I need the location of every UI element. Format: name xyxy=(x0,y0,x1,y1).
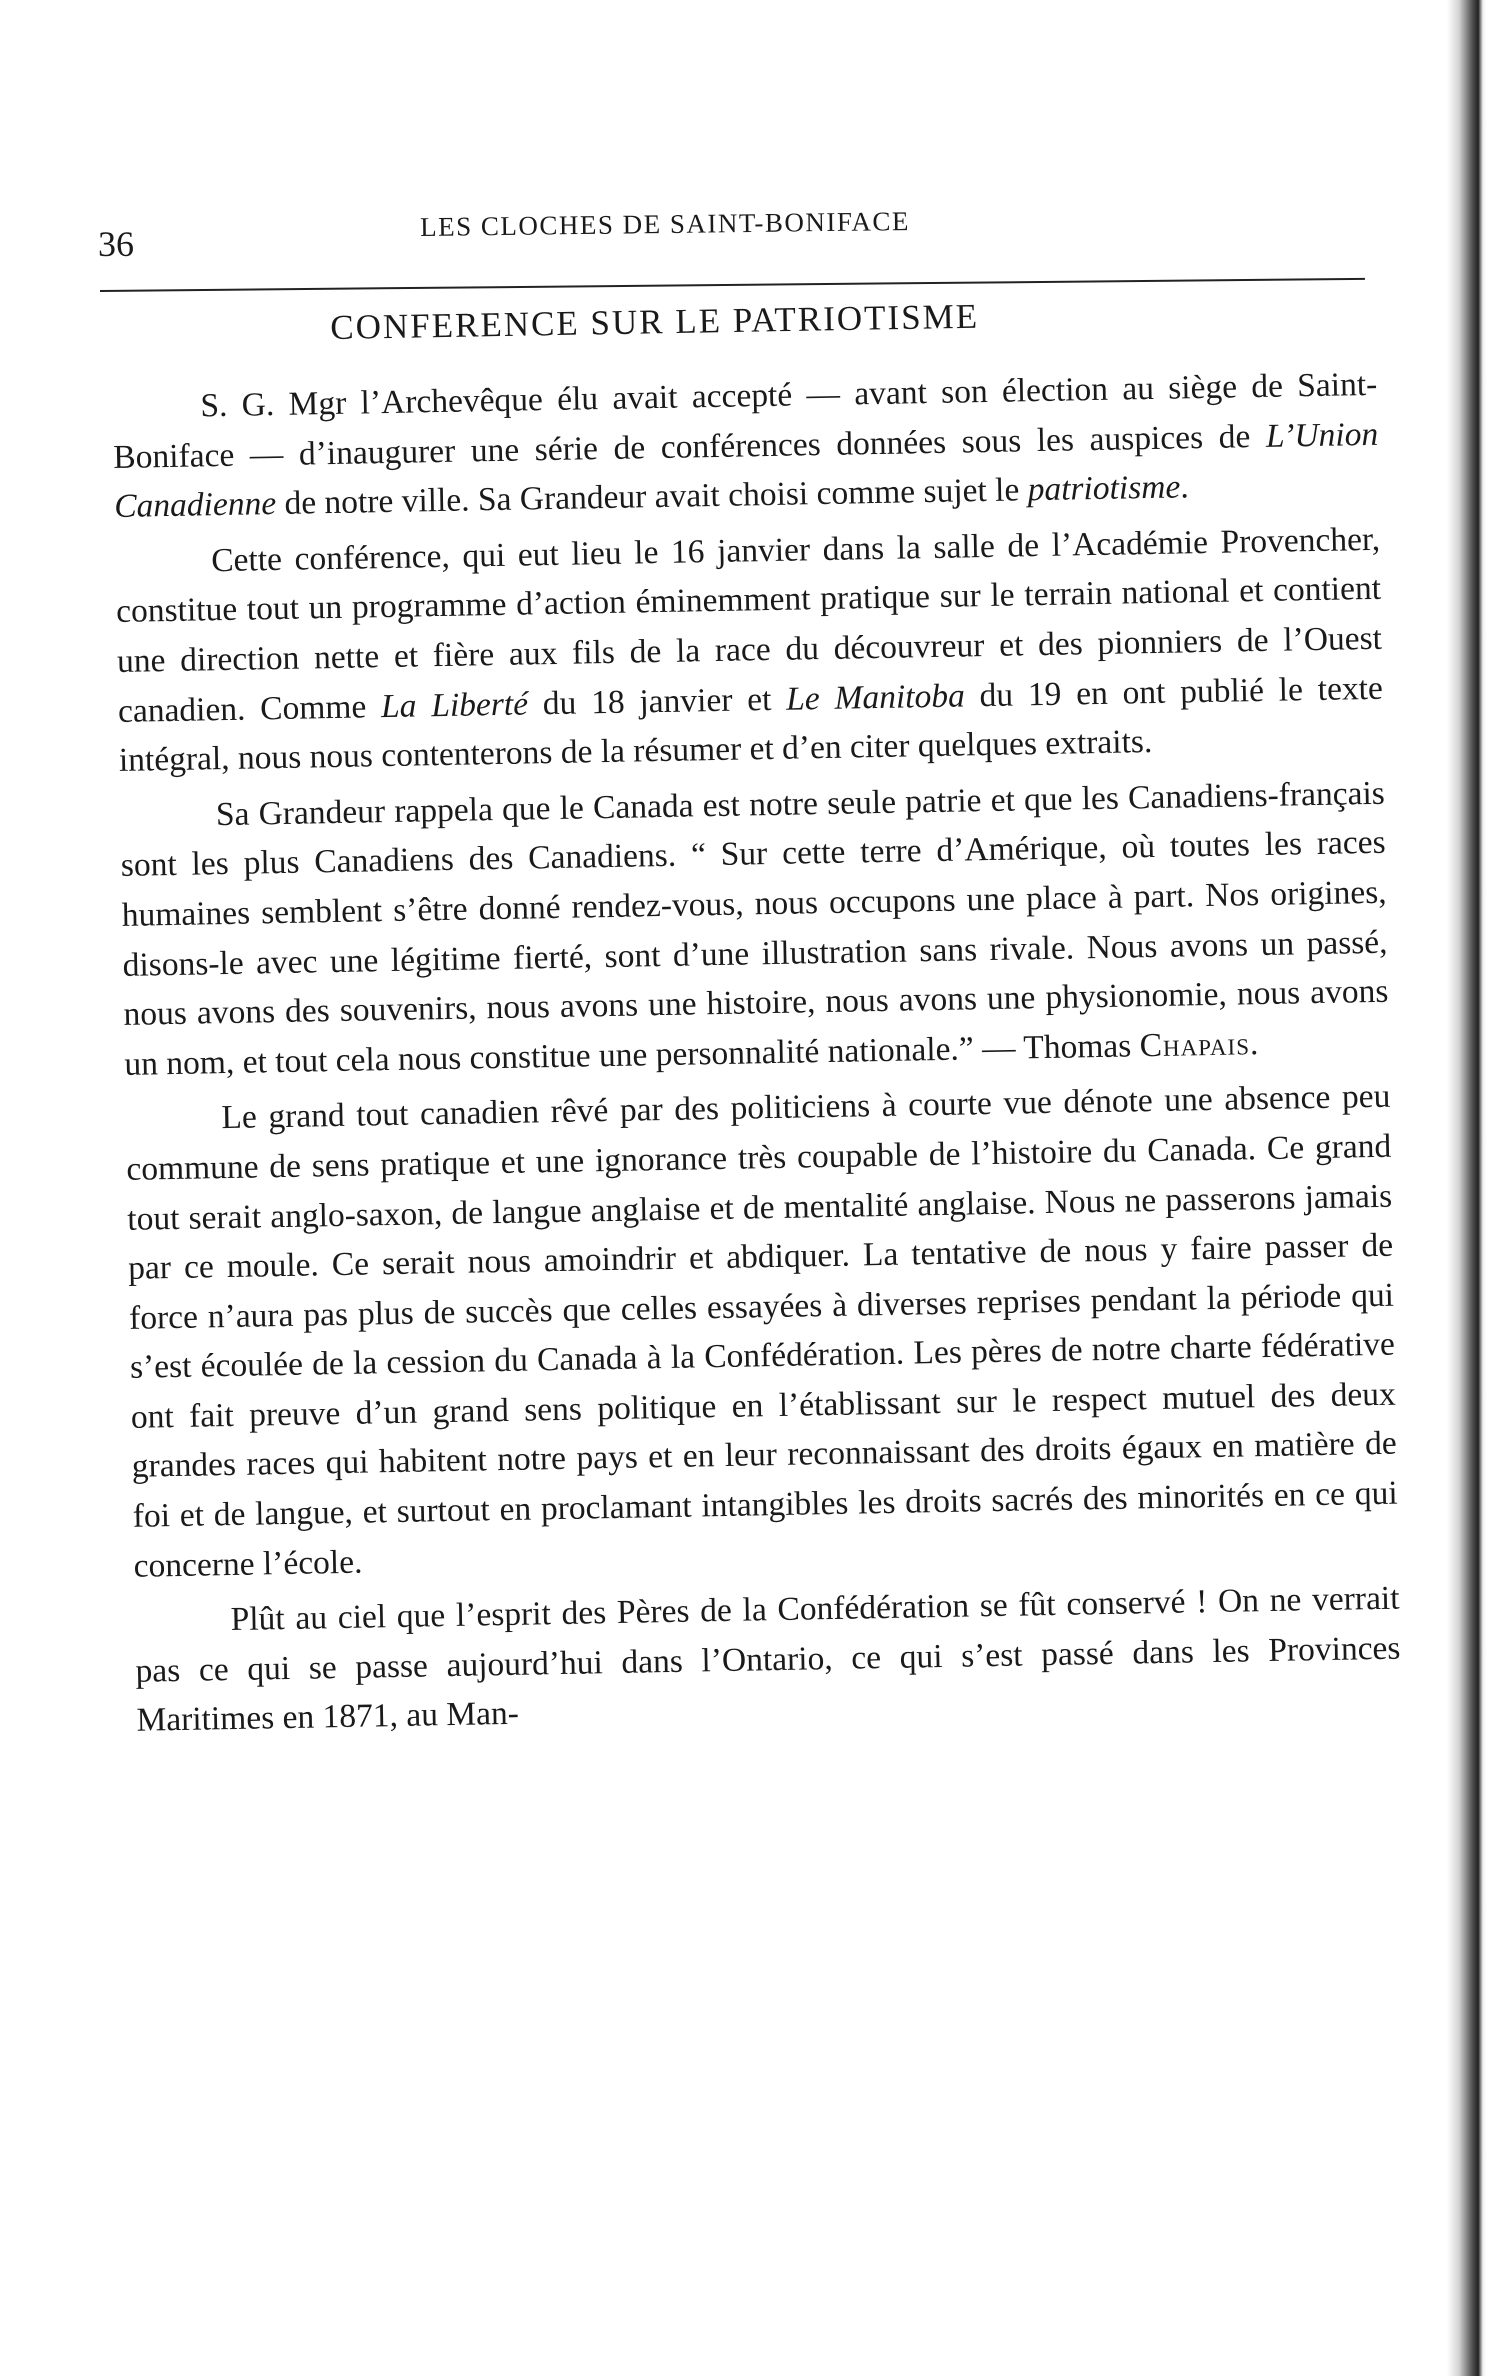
paragraph-3-text-a: Sa Grandeur rappela que le Canada est notre seule patrie et que les Canadiens-français sont les plus Canadiens des Canadiens. “ Sur cette terre d’Amérique, où toutes les races humaines semblent s’être donné rendez-vous, nous occupons une place à part. Nos origines, disons-le avec une légitime fierté, sont d’une illustration sans rivale. Nous avons un passé, nous avons des souvenirs, nous avons une histoire, nous avons une physionomie, nous avons un nom, et tout cela nous constitue une personnalité nationale.” — Thomas xyxy=(120,774,1389,1083)
paragraph-2-text-e: du 19 en ont publié le texte intégral, nous nous contenterons de la résumer et d’en citer quelques extraits. xyxy=(118,669,1384,780)
le-manitoba-title: Le Manitoba xyxy=(785,676,966,718)
union-canadienne-title: L’Union Canadienne xyxy=(113,415,1379,526)
paragraph-2 xyxy=(115,515,1384,786)
page-binding-edge xyxy=(1447,0,1487,2376)
paragraph-2-text-c: du 18 janvier et xyxy=(527,680,787,722)
paragraph-1-text-e: . xyxy=(1179,468,1189,506)
paragraph-4: Le grand tout canadien rêvé par des politiciens à courte vue dénote une absence peu commune de sens pratique et une ignorance très coupable de l’histoire du Canada. Ce grand tout serait anglo-saxon, de langue anglaise et de mentalité anglaise. Nous ne passerons jamais par ce moule. Ce serait nous amoindrir et abdiquer. La tentative de nous y faire passer de force n’aura pas plus de succès que celles essayées à diverses reprises pendant la période qui s’est écoulée de la cession du Canada à la Confédération. Les pères de notre charte fédérative ont fait preuve d’un grand sens politique en l’établissant sur le respect mutuel des deux grandes races qui habitent notre pays et en leur reconnaissant des droits égaux en matière de foi et de langue, et surtout en proclamant intangibles les droits sacrés des minorités en ce qui concerne l’école. xyxy=(126,1078,1398,1585)
paragraph-2-text-a: Cette conférence, qui eut lieu le 16 janvier dans la salle de l’Académie Provencher, constitue tout un programme d’action éminemment pratique sur le terrain national et contient une direction nette et fière aux fils de la race du découvreur et des pionniers de l’Ouest canadien. Comme xyxy=(115,520,1383,730)
section-title: CONFERENCE SUR LE PATRIOTISME xyxy=(329,296,980,347)
paragraph-3 xyxy=(119,769,1389,1090)
paragraph-1-text-a: S. G. Mgr l’Archevêque élu avait accepté — avant son élection au siège de Saint-Boniface — d’inaugurer une série de conférences données sous les auspices de xyxy=(113,365,1378,476)
article-body xyxy=(112,360,1402,1752)
paragraph-3-text-c: . xyxy=(1249,1024,1259,1062)
la-liberte-title: La Liberté xyxy=(380,684,529,725)
patriotisme-term: patriotisme xyxy=(1027,468,1181,509)
paragraph-5: Plût au ciel que l’esprit des Pères de la Confédération se fût conservé ! On ne verrait pas ce qui se passe aujourd’hui dans l’Ontario, ce qui s’est passé dans les Provinces Maritimes en 1871, au Man- xyxy=(135,1579,1401,1740)
running-title: LES CLOCHES DE SAINT-BONIFACE xyxy=(419,206,911,242)
page-number: 36 xyxy=(98,224,134,264)
quote-author: Chapais xyxy=(1139,1024,1251,1064)
paragraph-1 xyxy=(112,360,1380,532)
paragraph-1-text-c: de notre ville. Sa Grandeur avait choisi comme sujet le xyxy=(275,471,1028,523)
header-rule xyxy=(100,278,1365,292)
